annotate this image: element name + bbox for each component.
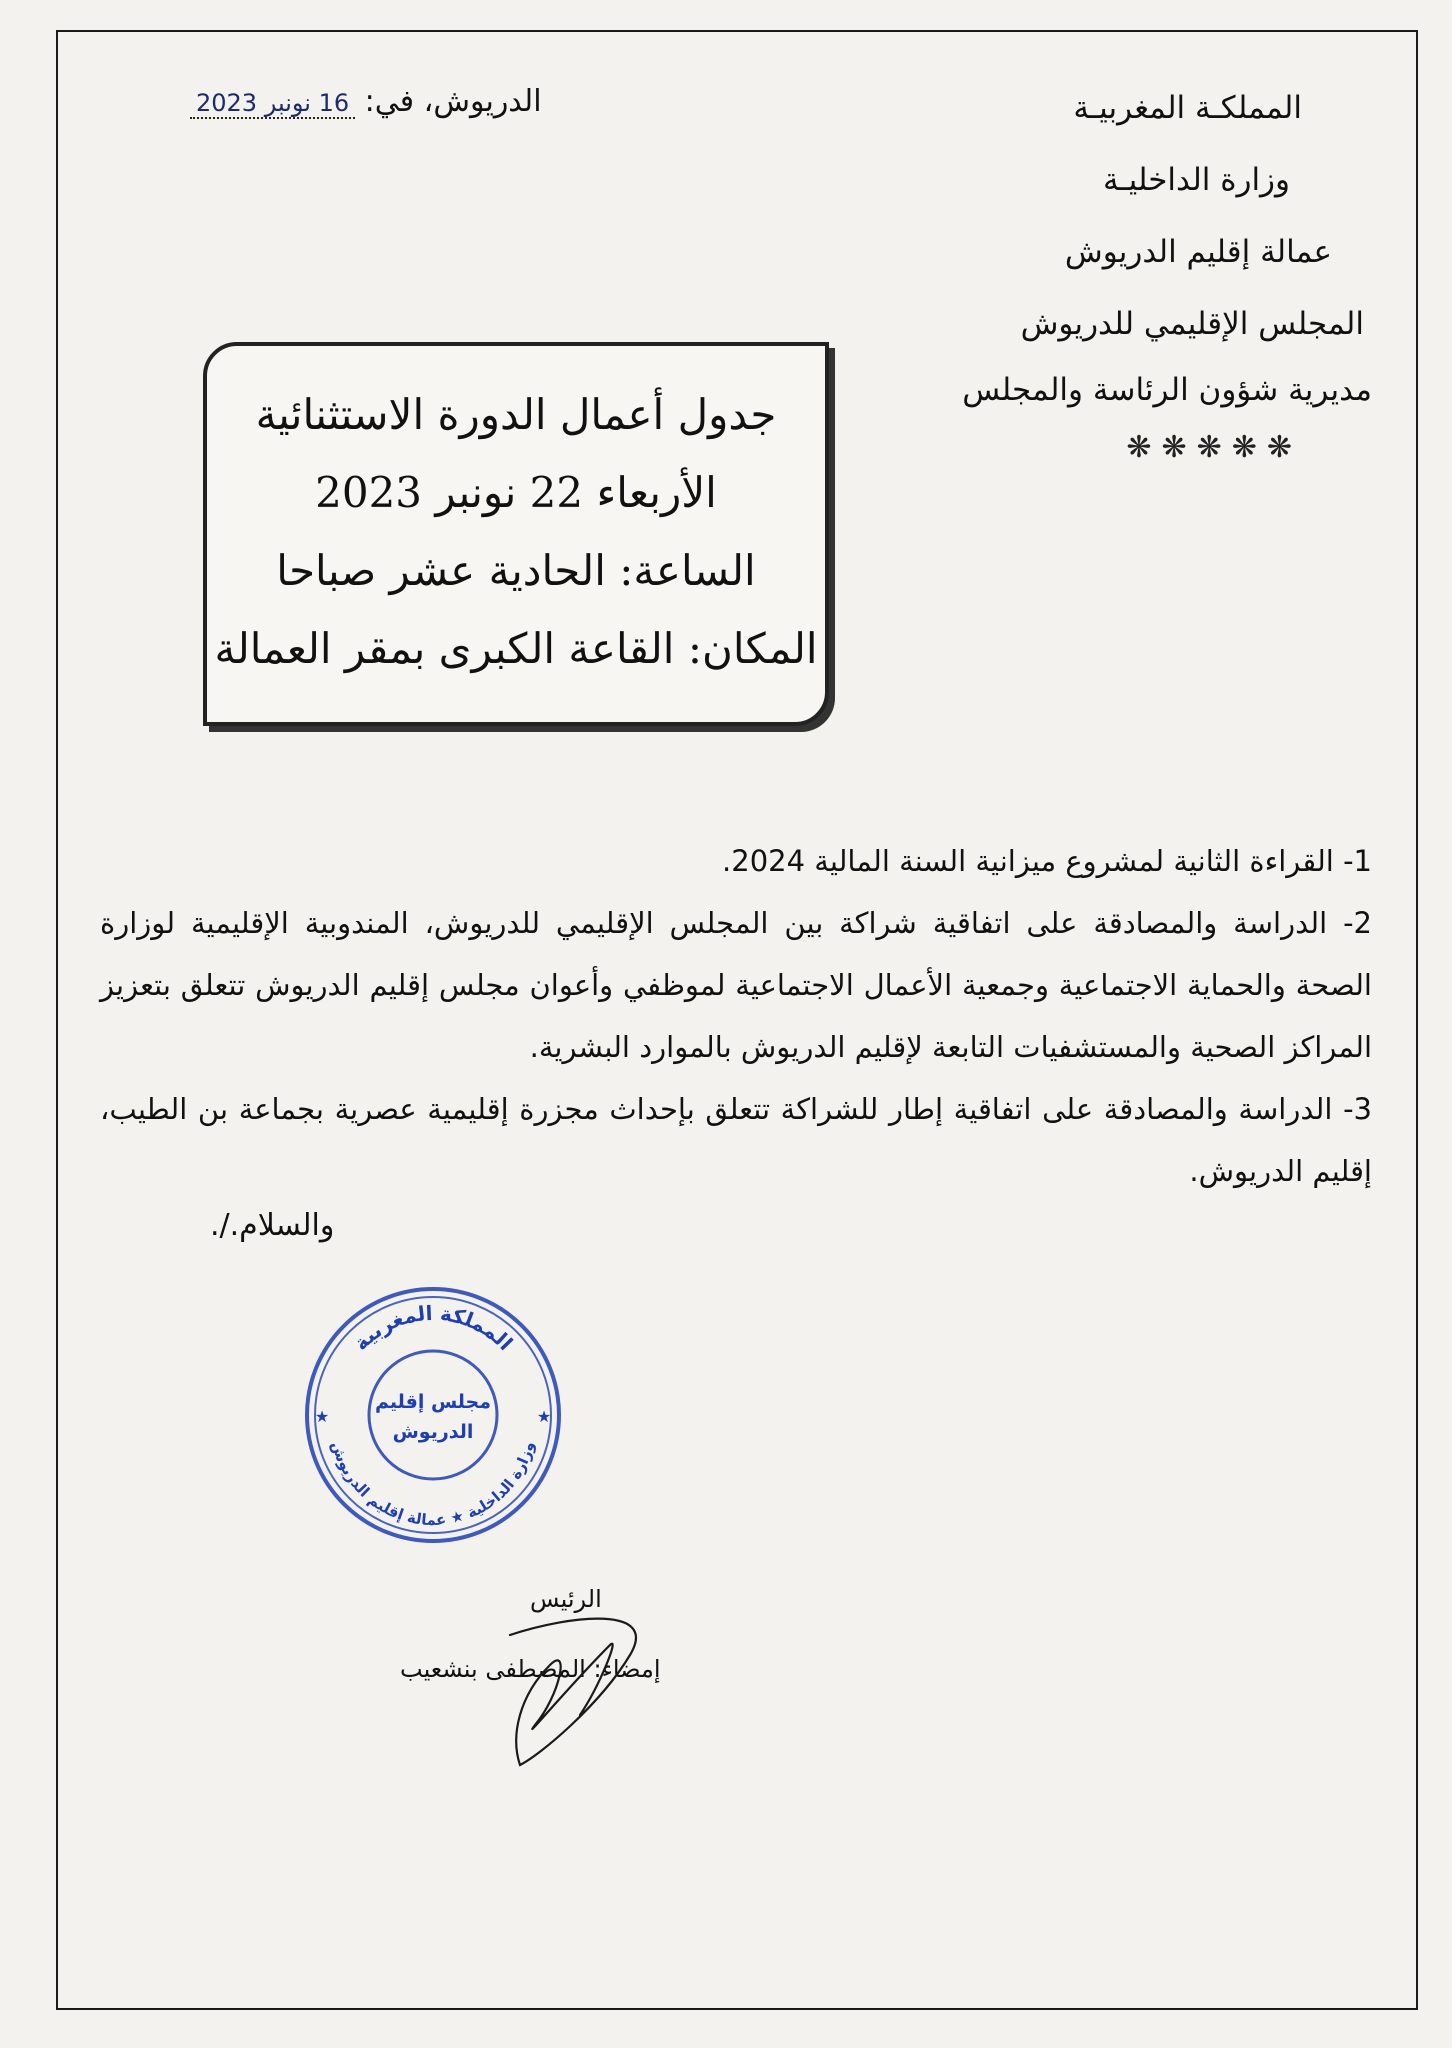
agenda-item-2: 2- الدراسة والمصادقة على اتفاقية شراكة بين المجلس الإقليمي للدريوش، المندوبية الإقليمية لوزارة الصحة والحماية الاجتماعية وجمعية الأعمال الاجتماعية لموظفي وأعوان مجلس إقليم الدريوش تتعلق بتعزيز المراكز الصحية والمستشفيات التابعة لإقليم الدريوش بالموارد البشرية. [100,906,1372,1064]
stamp-outer-bottom-text: وزارة الداخلية ★ عمالة إقليم الدريوش [327,1438,538,1530]
dateline [190,84,542,119]
stamp-center-line2: الدريوش [392,1421,474,1443]
dateline-label: الدريوش، في: [364,84,542,119]
agenda-items [100,830,1372,1202]
signature-block [400,1585,760,1785]
agenda-place: المكان: القاعة الكبرى بمقر العمالة [214,624,818,673]
handwritten-signature [450,1575,690,1775]
header-directorate: مديرية شؤون الرئاسة والمجلس [962,372,1372,408]
signature-title: الرئيس [530,1585,602,1613]
header-stars: ❋❋❋❋❋ [1126,430,1302,465]
stamp-inner-ring [369,1351,497,1479]
official-stamp [300,1282,566,1548]
agenda-item-3: 3- الدراسة والمصادقة على اتفاقية إطار للشراكة تتعلق بإحداث مجزرة إقليمية عصرية بجماعة بن الطيب، إقليم الدريوش. [100,1092,1372,1188]
agenda-title: جدول أعمال الدورة الاستثنائية [255,390,777,439]
signature-name: إمضاء: المصطفى بنشعيب [400,1655,661,1683]
header-prefecture: عمالة إقليم الدريوش [1064,234,1332,270]
agenda-box [203,342,829,726]
stamp-outer-top-text: المملكة المغربية [348,1300,518,1356]
stamp-center-line1: مجلس إقليم [374,1391,492,1413]
agenda-day: الأربعاء 22 نونبر 2023 [315,468,717,517]
closing-text: والسلام./. [210,1208,335,1243]
agenda-item-1: 1- القراءة الثانية لمشروع ميزانية السنة المالية 2024. [722,844,1372,878]
star-icon: ★ [536,1407,552,1426]
dateline-date: 16 نونبر 2023 [190,89,355,119]
header-kingdom: المملكـة المغربيـة [1073,90,1302,126]
star-icon: ★ [314,1407,330,1426]
stamp-outer-ring [307,1289,559,1541]
header-council: المجلس الإقليمي للدريوش [1020,306,1364,342]
agenda-time: الساعة: الحادية عشر صباحا [276,546,756,595]
stamp-outer-inner-ring [315,1297,551,1533]
header-ministry: وزارة الداخليـة [1102,162,1290,198]
